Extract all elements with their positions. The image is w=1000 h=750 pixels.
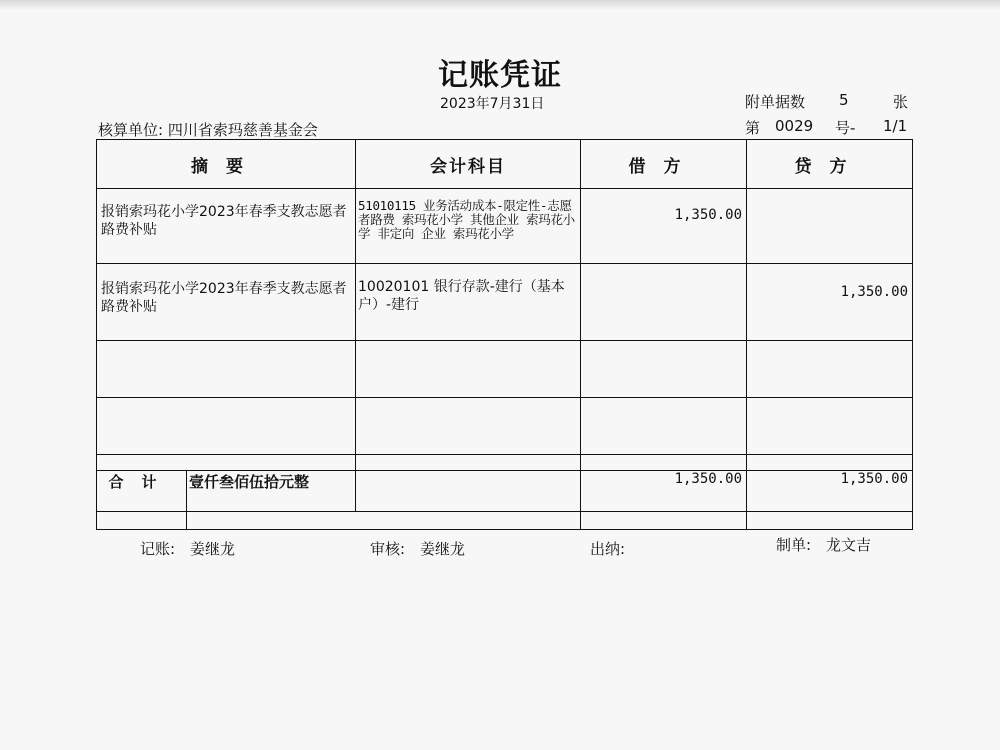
column-header-credit: 贷方 bbox=[747, 140, 913, 189]
table-row bbox=[97, 264, 913, 341]
scan-edge-shadow bbox=[0, 0, 1000, 10]
column-header-account: 会计科目 bbox=[356, 140, 581, 189]
footer-cashier: 出纳: bbox=[590, 540, 626, 558]
footer-bookkeeper: 记账: 姜继龙 bbox=[140, 540, 236, 558]
entry-account: 10020101 银行存款-建行（基本户）-建行 bbox=[356, 264, 581, 341]
column-header-debit: 借方 bbox=[581, 140, 747, 189]
accounting-unit bbox=[98, 119, 318, 140]
entry-debit: 1,350.00 bbox=[581, 189, 747, 264]
voucher-table bbox=[96, 139, 913, 512]
total-label: 合计 bbox=[97, 471, 187, 530]
table-header-row bbox=[97, 140, 913, 189]
total-amount-words: 壹仟叁佰伍拾元整 bbox=[187, 471, 581, 530]
table-row bbox=[97, 189, 913, 264]
table-row-empty bbox=[97, 398, 913, 455]
attachment-unit: 张 bbox=[893, 93, 909, 111]
accounting-unit-name: 四川省索玛慈善基金会 bbox=[167, 121, 318, 139]
voucher-title: 记账凭证 bbox=[438, 58, 562, 93]
footer-preparer: 制单: 龙文吉 bbox=[776, 536, 872, 554]
entry-summary: 报销索玛花小学2023年春季支教志愿者路费补贴 bbox=[97, 264, 356, 341]
entry-credit bbox=[747, 189, 913, 264]
attachment-number: 5 bbox=[839, 91, 849, 109]
entry-credit: 1,350.00 bbox=[747, 264, 913, 341]
total-debit: 1,350.00 bbox=[581, 471, 747, 530]
table-row-empty bbox=[97, 341, 913, 398]
entry-summary: 报销索玛花小学2023年春季支教志愿者路费补贴 bbox=[97, 189, 356, 264]
column-header-summary: 摘要 bbox=[97, 140, 356, 189]
voucher-number-prefix: 第 bbox=[745, 119, 761, 137]
total-table bbox=[96, 470, 913, 530]
total-row bbox=[97, 471, 913, 530]
accounting-unit-label: 核算单位: bbox=[98, 121, 164, 139]
footer-reviewer: 审核: 姜继龙 bbox=[370, 540, 466, 558]
total-credit: 1,350.00 bbox=[747, 471, 913, 530]
entry-debit bbox=[581, 264, 747, 341]
voucher-page: 1/1 bbox=[883, 117, 908, 135]
entry-account: 51010115 业务活动成本-限定性-志愿者路费 索玛花小学 其他企业 索玛花小学 非定向 企业 索玛花小学 bbox=[356, 189, 581, 264]
voucher-date: 2023年7月31日 bbox=[440, 96, 545, 112]
attachment-label: 附单据数 bbox=[745, 93, 806, 111]
voucher-number-suffix: 号- bbox=[835, 119, 856, 137]
voucher-number-value: 0029 bbox=[775, 117, 814, 135]
